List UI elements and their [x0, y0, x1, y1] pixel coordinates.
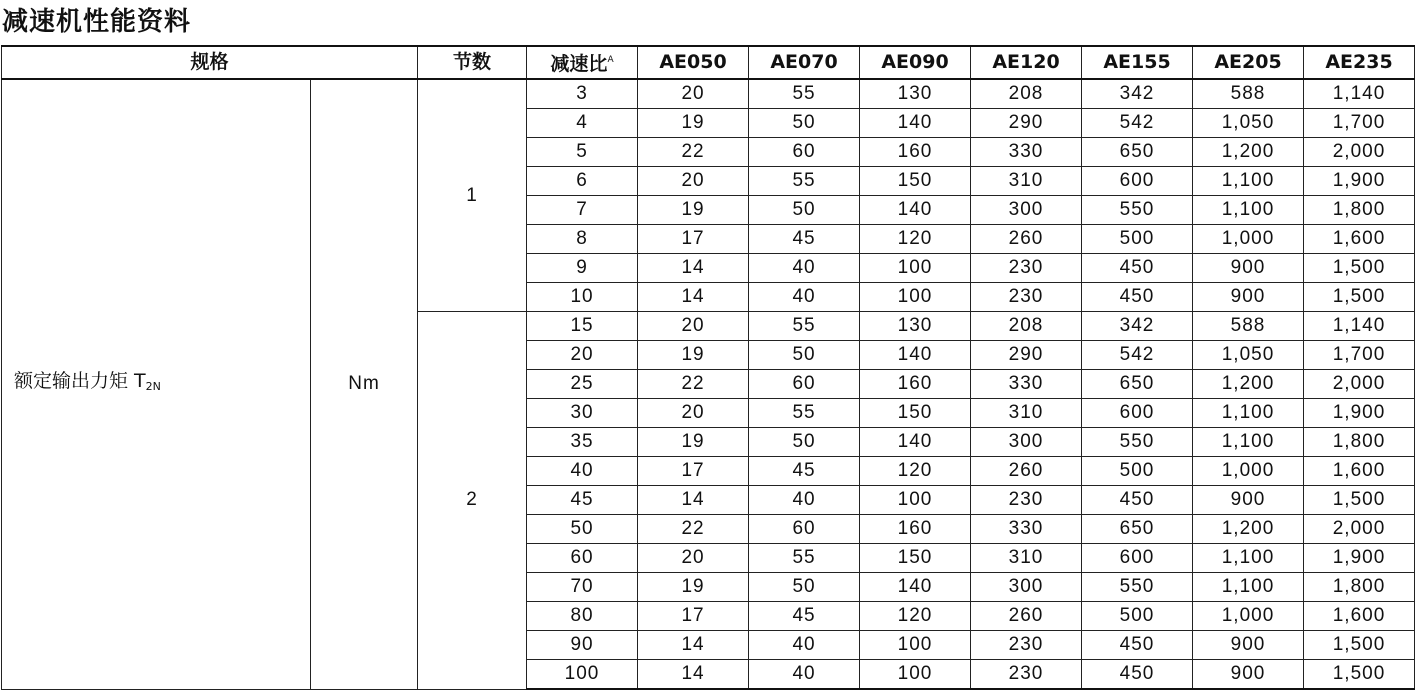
torque-value-cell: 19: [638, 573, 749, 602]
torque-value-cell: 140: [860, 109, 971, 138]
row-label: 额定输出力矩 T: [14, 370, 146, 393]
torque-value-cell: 22: [638, 370, 749, 399]
torque-value-cell: 1,900: [1304, 399, 1415, 428]
torque-value-cell: 55: [749, 399, 860, 428]
ratio-cell: 40: [527, 457, 638, 486]
torque-value-cell: 230: [971, 660, 1082, 690]
header-row: [2, 46, 1415, 79]
header-model: AE120: [971, 46, 1082, 79]
torque-value-cell: 900: [1193, 660, 1304, 690]
torque-value-cell: 45: [749, 225, 860, 254]
torque-value-cell: 14: [638, 486, 749, 515]
torque-value-cell: 290: [971, 109, 1082, 138]
torque-value-cell: 14: [638, 631, 749, 660]
torque-value-cell: 160: [860, 515, 971, 544]
torque-value-cell: 1,600: [1304, 225, 1415, 254]
header-ratio-label: 减速比: [550, 53, 608, 75]
ratio-cell: 70: [527, 573, 638, 602]
torque-value-cell: 120: [860, 602, 971, 631]
torque-value-cell: 160: [860, 138, 971, 167]
torque-value-cell: 1,200: [1193, 138, 1304, 167]
torque-value-cell: 19: [638, 196, 749, 225]
torque-value-cell: 60: [749, 370, 860, 399]
torque-value-cell: 650: [1082, 370, 1193, 399]
ratio-cell: 60: [527, 544, 638, 573]
torque-value-cell: 300: [971, 196, 1082, 225]
torque-value-cell: 1,100: [1193, 573, 1304, 602]
torque-value-cell: 1,500: [1304, 254, 1415, 283]
torque-value-cell: 1,500: [1304, 631, 1415, 660]
torque-value-cell: 1,600: [1304, 602, 1415, 631]
torque-value-cell: 2,000: [1304, 515, 1415, 544]
torque-value-cell: 20: [638, 79, 749, 109]
unit-cell: Nm: [311, 79, 418, 689]
torque-value-cell: 1,140: [1304, 79, 1415, 109]
torque-value-cell: 100: [860, 254, 971, 283]
header-model: AE235: [1304, 46, 1415, 79]
torque-value-cell: 2,000: [1304, 370, 1415, 399]
torque-value-cell: 1,700: [1304, 341, 1415, 370]
torque-value-cell: 900: [1193, 486, 1304, 515]
torque-value-cell: 330: [971, 515, 1082, 544]
torque-value-cell: 17: [638, 225, 749, 254]
torque-value-cell: 342: [1082, 79, 1193, 109]
torque-value-cell: 60: [749, 515, 860, 544]
performance-table: [1, 45, 1415, 690]
torque-value-cell: 1,000: [1193, 602, 1304, 631]
torque-value-cell: 550: [1082, 573, 1193, 602]
torque-value-cell: 22: [638, 138, 749, 167]
torque-value-cell: 588: [1193, 79, 1304, 109]
torque-value-cell: 17: [638, 457, 749, 486]
torque-value-cell: 450: [1082, 486, 1193, 515]
header-model: AE090: [860, 46, 971, 79]
torque-value-cell: 900: [1193, 631, 1304, 660]
ratio-cell: 80: [527, 602, 638, 631]
torque-value-cell: 40: [749, 660, 860, 690]
ratio-cell: 4: [527, 109, 638, 138]
torque-value-cell: 600: [1082, 399, 1193, 428]
ratio-cell: 45: [527, 486, 638, 515]
torque-value-cell: 260: [971, 225, 1082, 254]
ratio-cell: 25: [527, 370, 638, 399]
torque-value-cell: 19: [638, 428, 749, 457]
torque-value-cell: 230: [971, 631, 1082, 660]
torque-value-cell: 1,050: [1193, 109, 1304, 138]
torque-value-cell: 260: [971, 457, 1082, 486]
torque-value-cell: 150: [860, 544, 971, 573]
torque-value-cell: 1,100: [1193, 399, 1304, 428]
torque-value-cell: 20: [638, 399, 749, 428]
torque-value-cell: 140: [860, 341, 971, 370]
ratio-cell: 50: [527, 515, 638, 544]
torque-value-cell: 208: [971, 79, 1082, 109]
torque-value-cell: 40: [749, 631, 860, 660]
torque-value-cell: 55: [749, 79, 860, 109]
torque-value-cell: 2,000: [1304, 138, 1415, 167]
torque-value-cell: 330: [971, 138, 1082, 167]
torque-value-cell: 1,100: [1193, 544, 1304, 573]
stage-cell: 2: [418, 312, 527, 690]
ratio-cell: 7: [527, 196, 638, 225]
torque-value-cell: 55: [749, 167, 860, 196]
torque-value-cell: 140: [860, 573, 971, 602]
row-label-subscript: 2N: [145, 380, 161, 394]
header-spec: 规格: [2, 46, 418, 79]
torque-value-cell: 19: [638, 109, 749, 138]
header-model: AE205: [1193, 46, 1304, 79]
torque-value-cell: 55: [749, 312, 860, 341]
ratio-cell: 30: [527, 399, 638, 428]
torque-value-cell: 50: [749, 428, 860, 457]
torque-value-cell: 1,500: [1304, 486, 1415, 515]
torque-value-cell: 230: [971, 254, 1082, 283]
table-body: [2, 79, 1415, 689]
torque-value-cell: 1,900: [1304, 167, 1415, 196]
torque-value-cell: 550: [1082, 196, 1193, 225]
torque-value-cell: 40: [749, 283, 860, 312]
torque-value-cell: 100: [860, 631, 971, 660]
torque-value-cell: 140: [860, 428, 971, 457]
header-stage: 节数: [418, 46, 527, 79]
ratio-cell: 35: [527, 428, 638, 457]
torque-value-cell: 160: [860, 370, 971, 399]
torque-value-cell: 100: [860, 283, 971, 312]
torque-value-cell: 1,700: [1304, 109, 1415, 138]
header-model: AE155: [1082, 46, 1193, 79]
torque-value-cell: 17: [638, 602, 749, 631]
page-title: 减速机性能资料: [2, 7, 192, 37]
torque-value-cell: 130: [860, 79, 971, 109]
torque-value-cell: 1,500: [1304, 283, 1415, 312]
torque-value-cell: 1,500: [1304, 660, 1415, 690]
header-ratio: [527, 46, 638, 79]
ratio-cell: 6: [527, 167, 638, 196]
torque-value-cell: 900: [1193, 254, 1304, 283]
torque-value-cell: 542: [1082, 341, 1193, 370]
row-label-cell: [2, 79, 311, 689]
ratio-cell: 15: [527, 312, 638, 341]
torque-value-cell: 1,140: [1304, 312, 1415, 341]
torque-value-cell: 120: [860, 225, 971, 254]
torque-value-cell: 1,600: [1304, 457, 1415, 486]
torque-value-cell: 310: [971, 399, 1082, 428]
torque-value-cell: 50: [749, 341, 860, 370]
ratio-cell: 20: [527, 341, 638, 370]
torque-value-cell: 45: [749, 602, 860, 631]
torque-value-cell: 150: [860, 399, 971, 428]
torque-value-cell: 14: [638, 660, 749, 690]
torque-value-cell: 120: [860, 457, 971, 486]
torque-value-cell: 1,100: [1193, 428, 1304, 457]
torque-value-cell: 600: [1082, 544, 1193, 573]
torque-value-cell: 100: [860, 486, 971, 515]
torque-value-cell: 900: [1193, 283, 1304, 312]
torque-value-cell: 650: [1082, 138, 1193, 167]
torque-value-cell: 1,100: [1193, 196, 1304, 225]
torque-value-cell: 1,100: [1193, 167, 1304, 196]
torque-value-cell: 450: [1082, 631, 1193, 660]
torque-value-cell: 588: [1193, 312, 1304, 341]
torque-value-cell: 300: [971, 428, 1082, 457]
torque-value-cell: 1,900: [1304, 544, 1415, 573]
torque-value-cell: 140: [860, 196, 971, 225]
torque-value-cell: 450: [1082, 660, 1193, 690]
torque-value-cell: 50: [749, 573, 860, 602]
torque-value-cell: 50: [749, 109, 860, 138]
torque-value-cell: 20: [638, 167, 749, 196]
torque-value-cell: 542: [1082, 109, 1193, 138]
torque-value-cell: 1,800: [1304, 573, 1415, 602]
torque-value-cell: 500: [1082, 602, 1193, 631]
ratio-cell: 100: [527, 660, 638, 690]
torque-value-cell: 14: [638, 254, 749, 283]
ratio-cell: 8: [527, 225, 638, 254]
torque-value-cell: 500: [1082, 225, 1193, 254]
torque-value-cell: 650: [1082, 515, 1193, 544]
torque-value-cell: 40: [749, 254, 860, 283]
torque-value-cell: 208: [971, 312, 1082, 341]
torque-value-cell: 1,200: [1193, 370, 1304, 399]
torque-value-cell: 45: [749, 457, 860, 486]
torque-value-cell: 1,200: [1193, 515, 1304, 544]
torque-value-cell: 100: [860, 660, 971, 690]
torque-value-cell: 330: [971, 370, 1082, 399]
torque-value-cell: 1,000: [1193, 225, 1304, 254]
torque-value-cell: 20: [638, 312, 749, 341]
ratio-cell: 9: [527, 254, 638, 283]
torque-value-cell: 290: [971, 341, 1082, 370]
torque-value-cell: 50: [749, 196, 860, 225]
torque-value-cell: 260: [971, 602, 1082, 631]
ratio-cell: 90: [527, 631, 638, 660]
header-model: AE070: [749, 46, 860, 79]
torque-value-cell: 500: [1082, 457, 1193, 486]
header-ratio-note: A: [607, 55, 614, 65]
ratio-cell: 3: [527, 79, 638, 109]
torque-value-cell: 150: [860, 167, 971, 196]
torque-value-cell: 55: [749, 544, 860, 573]
torque-value-cell: 19: [638, 341, 749, 370]
header-model: AE050: [638, 46, 749, 79]
torque-value-cell: 40: [749, 486, 860, 515]
ratio-cell: 10: [527, 283, 638, 312]
torque-value-cell: 450: [1082, 254, 1193, 283]
torque-value-cell: 14: [638, 283, 749, 312]
torque-value-cell: 60: [749, 138, 860, 167]
torque-value-cell: 550: [1082, 428, 1193, 457]
torque-value-cell: 20: [638, 544, 749, 573]
torque-value-cell: 1,800: [1304, 196, 1415, 225]
ratio-cell: 5: [527, 138, 638, 167]
torque-value-cell: 450: [1082, 283, 1193, 312]
torque-value-cell: 310: [971, 544, 1082, 573]
torque-value-cell: 600: [1082, 167, 1193, 196]
torque-value-cell: 230: [971, 283, 1082, 312]
torque-value-cell: 22: [638, 515, 749, 544]
torque-value-cell: 1,800: [1304, 428, 1415, 457]
stage-cell: 1: [418, 79, 527, 312]
torque-value-cell: 1,000: [1193, 457, 1304, 486]
torque-value-cell: 130: [860, 312, 971, 341]
torque-value-cell: 300: [971, 573, 1082, 602]
torque-value-cell: 1,050: [1193, 341, 1304, 370]
torque-value-cell: 310: [971, 167, 1082, 196]
table-row: [2, 79, 1415, 109]
torque-value-cell: 342: [1082, 312, 1193, 341]
torque-value-cell: 230: [971, 486, 1082, 515]
